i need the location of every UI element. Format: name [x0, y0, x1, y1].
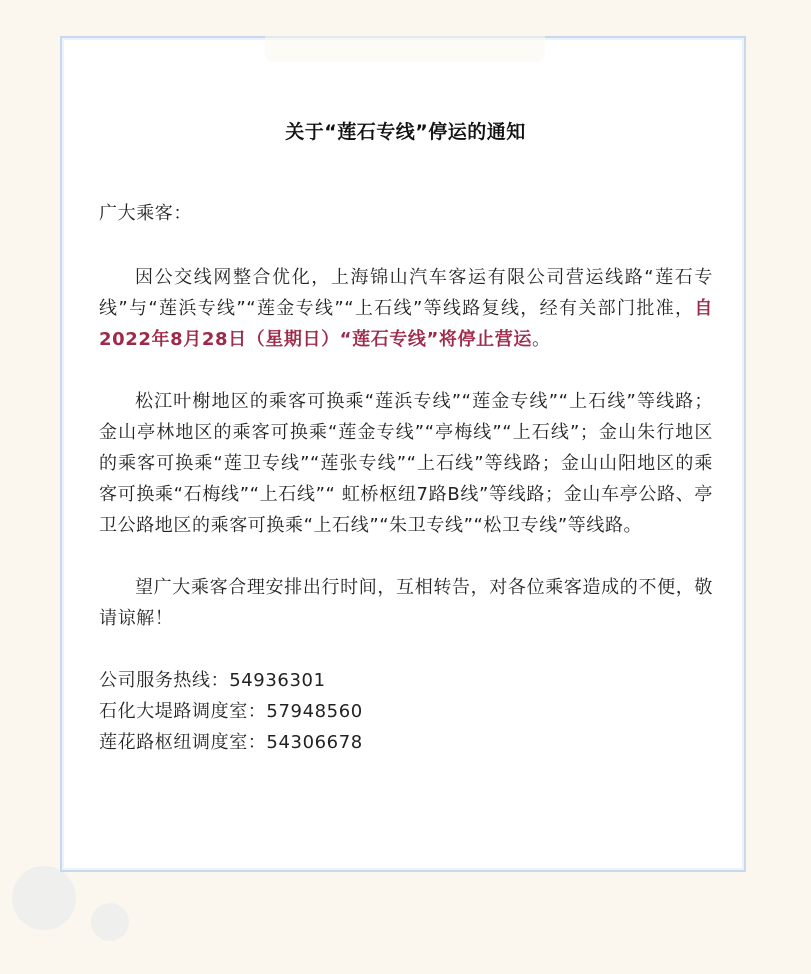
contact-list: [99, 665, 713, 758]
contact-label: 石化大堤路调度室：: [99, 701, 267, 722]
paragraph-suspension-end: 。: [531, 329, 551, 350]
decorative-circle-small: [91, 903, 129, 941]
suspension-date-highlight: 自2022年8月28日（星期日）“莲石专线”将停止营运: [99, 298, 713, 350]
paragraph-suspension: [99, 262, 713, 355]
paragraph-transfer-routes: 松江叶榭地区的乘客可换乘“莲浜专线”“莲金专线”“上石线”等线路；金山亭林地区的乘客可换乘“莲金专线”“亭梅线”“上石线”；金山朱行地区的乘客可换乘“莲卫专线”“莲张专线”“上石线”等线路；金山山阳地区的乘客可换乘“石梅线”“上石线”“ 虹桥枢纽7路B线”等线路；金山车亭公路、亭卫公路地区的乘客可换乘“上石线”“朱卫专线”“松卫专线”等线路。: [99, 391, 713, 536]
contact-row: [99, 727, 713, 758]
contact-label: 莲花路枢纽调度室：: [99, 732, 267, 753]
contact-number: 57948560: [266, 701, 363, 722]
paragraph-apology: 望广大乘客合理安排出行时间，互相转告，对各位乘客造成的不便，敬请谅解！: [99, 577, 713, 629]
contact-row: [99, 696, 713, 727]
decorative-circle-large: [12, 866, 76, 930]
notice-body: [99, 198, 713, 758]
contact-number: 54306678: [266, 732, 363, 753]
contact-label: 公司服务热线：: [99, 670, 230, 691]
paragraph-suspension-text: 因公交线网整合优化，上海锦山汽车客运有限公司营运线路“莲石专线”与“莲浜专线”“莲金专线”“上石线”等线路复线，经有关部门批准，: [99, 267, 713, 319]
contact-number: 54936301: [229, 670, 326, 691]
notice-title: 关于“莲石专线”停运的通知: [285, 121, 526, 143]
contact-row: [99, 665, 713, 696]
salutation: 广大乘客：: [99, 203, 192, 224]
card-top-tab: [265, 36, 545, 62]
